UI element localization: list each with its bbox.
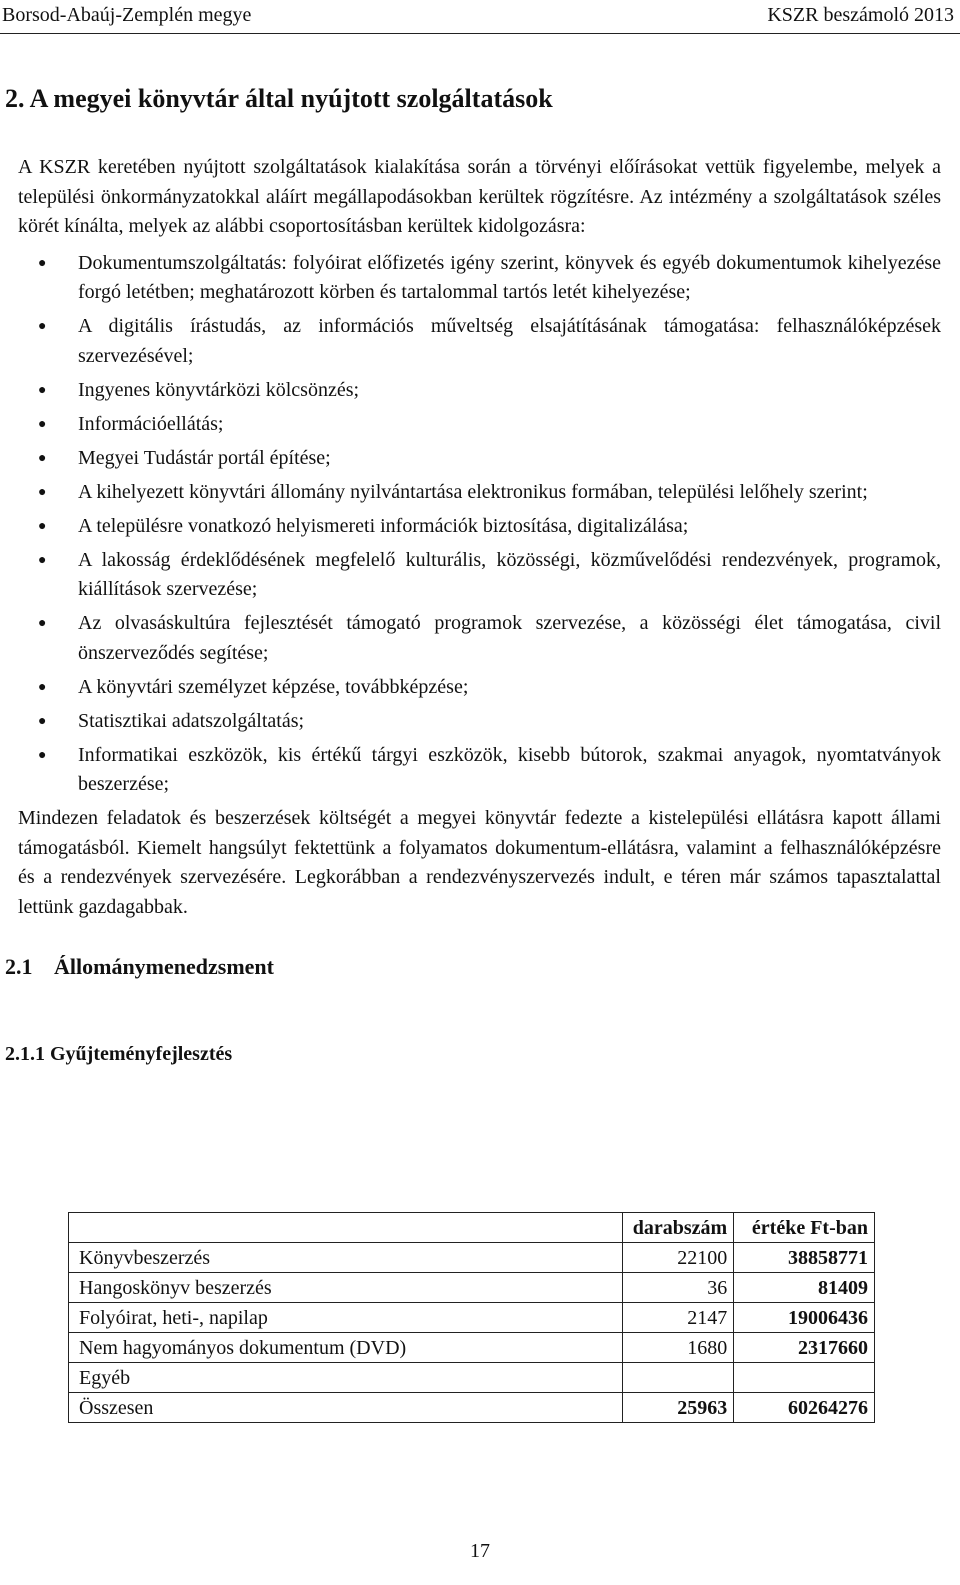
bullet-icon: ●	[38, 319, 47, 334]
header-cell-value: értéke Ft-ban	[734, 1213, 875, 1243]
row-count: 1680	[622, 1333, 733, 1363]
bullet-icon: ●	[38, 747, 47, 763]
row-label: Könyvbeszerzés	[69, 1243, 623, 1273]
list-item	[18, 546, 941, 605]
subsection-title: Állománymenedzsment	[54, 954, 274, 979]
header-county: Borsod-Abaúj-Zemplén megye	[2, 4, 252, 26]
row-count: 2147	[622, 1303, 733, 1333]
bullet-icon: ●	[38, 552, 47, 568]
list-item-text: A lakosság érdeklődésének megfelelő kulturális, közösségi, közművelődési rendezvények, programok, kiállítások szervezése;	[78, 548, 941, 600]
row-count	[622, 1363, 733, 1393]
header-cell-count: darabszám	[622, 1213, 733, 1243]
row-value: 2317660	[734, 1333, 875, 1363]
list-item	[18, 376, 941, 406]
bullet-icon: ●	[38, 679, 47, 695]
list-item-text: A településre vonatkozó helyismereti információk biztosítása, digitalizálása;	[78, 514, 689, 537]
list-item-text: Statisztikai adatszolgáltatás;	[78, 709, 305, 732]
table-row	[69, 1243, 875, 1273]
row-value: 60264276	[734, 1393, 875, 1423]
table-row	[69, 1273, 875, 1303]
section-title: 2. A megyei könyvtár által nyújtott szolgáltatások	[5, 84, 553, 113]
services-list	[18, 249, 941, 800]
subsection-heading	[5, 952, 941, 982]
list-item	[18, 673, 941, 703]
row-count: 22100	[622, 1243, 733, 1273]
table-row	[69, 1303, 875, 1333]
row-value: 38858771	[734, 1243, 875, 1273]
list-item-text: Az olvasáskultúra fejlesztését támogató programok szervezése, a közösségi élet támogatása, civil önszerveződés segítése;	[78, 612, 941, 664]
row-value	[734, 1363, 875, 1393]
bullet-icon: ●	[38, 382, 47, 398]
bullet-icon: ●	[38, 255, 47, 271]
list-item	[18, 707, 941, 737]
list-item-text: A digitális írástudás, az információs műveltség elsajátításának támogatása: felhasználóképzések szervezésével;	[78, 315, 941, 367]
list-item	[18, 609, 941, 668]
row-label: Folyóirat, heti-, napilap	[69, 1303, 623, 1333]
bullet-icon: ●	[38, 450, 47, 466]
list-item	[18, 444, 941, 474]
list-item-text: Dokumentumszolgáltatás: folyóirat előfizetés igény szerint, könyvek és egyéb dokumentumok kihelyezése forgó letétben; meghatározott körben és tartalommal tartós letét kihelyezése;	[78, 251, 941, 303]
table-row	[69, 1363, 875, 1393]
page-number: 17	[470, 1540, 490, 1562]
list-item	[18, 512, 941, 542]
table-header-row	[69, 1213, 875, 1243]
list-item	[18, 478, 941, 508]
row-count: 36	[622, 1273, 733, 1303]
list-item-text: A könyvtári személyzet képzése, továbbképzése;	[78, 675, 469, 698]
row-count: 25963	[622, 1393, 733, 1423]
bullet-icon: ●	[38, 713, 47, 729]
row-value: 19006436	[734, 1303, 875, 1333]
list-item-text: Informatikai eszközök, kis értékű tárgyi eszközök, kisebb bútorok, szakmai anyagok, nyomtatványok beszerzése;	[78, 743, 941, 795]
list-item-text: Megyei Tudástár portál építése;	[78, 446, 331, 469]
bullet-icon: ●	[38, 416, 47, 432]
list-item	[18, 741, 941, 800]
list-item-text: Ingyenes könyvtárközi kölcsönzés;	[78, 378, 360, 401]
row-label: Nem hagyományos dokumentum (DVD)	[69, 1333, 623, 1363]
bullet-icon: ●	[38, 616, 47, 631]
subsubsection-heading: 2.1.1 Gyűjteményfejlesztés	[5, 1043, 233, 1065]
bullet-icon: ●	[38, 518, 47, 534]
list-item-text: A kihelyezett könyvtári állomány nyilvántartása elektronikus formában, települési lelőhely szerint;	[78, 480, 868, 503]
table-row	[69, 1333, 875, 1363]
header-report-title: KSZR beszámoló 2013	[767, 4, 954, 26]
table-total-row	[69, 1393, 875, 1423]
closing-paragraph: Mindezen feladatok és beszerzések költségét a megyei könyvtár fedezte a kistelepülési ellátásra kapott állami támogatásból. Kiemelt hangsúlyt fektettünk a folyamatos dokumentum-ellátásra, valamint a felhasználóképzésre és a rendezvények szervezésére. Legkorábban a rendezvényszervezés indult, e téren már számos tapasztalattal lettünk gazdagabbak.	[18, 807, 941, 918]
page-header	[0, 0, 960, 34]
page-content	[5, 82, 941, 1069]
list-item-text: Információellátás;	[78, 412, 224, 435]
list-item	[18, 410, 941, 440]
list-item	[18, 312, 941, 371]
bullet-icon: ●	[38, 484, 47, 500]
row-label: Egyéb	[69, 1363, 623, 1393]
acquisition-table	[68, 1212, 875, 1423]
row-label: Hangoskönyv beszerzés	[69, 1273, 623, 1303]
row-value: 81409	[734, 1273, 875, 1303]
list-item	[18, 249, 941, 308]
subsection-number: 2.1	[5, 954, 33, 979]
row-label: Összesen	[69, 1393, 623, 1423]
header-cell-label	[69, 1213, 623, 1243]
intro-paragraph: A KSZR keretében nyújtott szolgáltatások kialakítása során a törvényi előírásokat vettük figyelembe, melyek a települési önkormányzatokkal aláírt megállapodásokban kerültek rögzítésre. Az intézmény a szolgáltatások széles körét kínálta, melyek az alábbi csoportosításban kerültek kidolgozásra:	[18, 156, 941, 237]
